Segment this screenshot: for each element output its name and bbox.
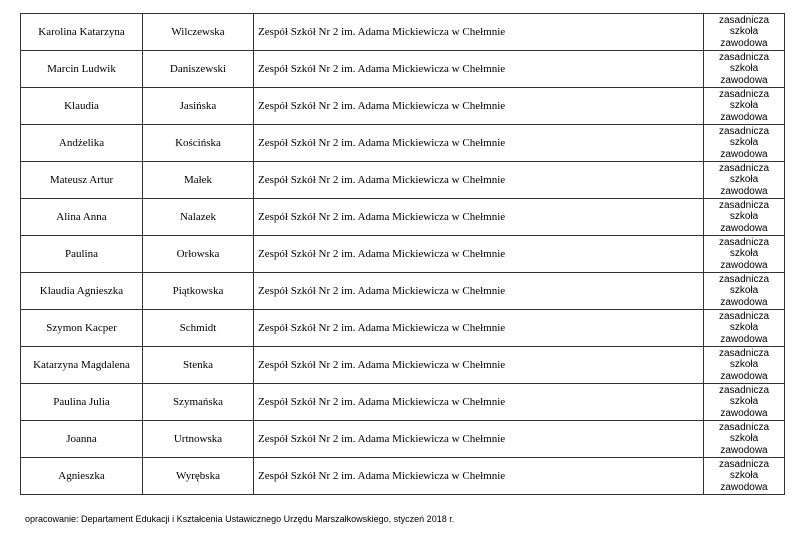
school-type-line: zawodowa <box>720 296 768 308</box>
school-type-line: zasadnicza <box>718 273 770 285</box>
school-type-cell <box>704 51 785 88</box>
table-row <box>21 384 785 421</box>
school-type-line: zasadnicza <box>718 125 770 137</box>
table-row <box>21 125 785 162</box>
school-type-cell <box>704 458 785 495</box>
school-cell: Zespół Szkół Nr 2 im. Adama Mickiewicza w Chełmnie <box>254 125 704 162</box>
school-type-cell <box>704 199 785 236</box>
last-name-cell: Daniszewski <box>143 51 254 88</box>
school-type-cell <box>704 162 785 199</box>
school-type-line: zawodowa <box>720 259 768 271</box>
school-type-line: zawodowa <box>720 74 768 86</box>
first-name-cell: Klaudia Agnieszka <box>21 273 143 310</box>
school-type-line: zasadnicza <box>718 236 770 248</box>
students-table <box>20 13 785 495</box>
last-name-cell: Szymańska <box>143 384 254 421</box>
school-type-line: zasadnicza <box>718 51 770 63</box>
school-type-line: zasadnicza <box>718 14 770 26</box>
first-name-cell: Katarzyna Magdalena <box>21 347 143 384</box>
school-type-line: szkoła <box>729 26 759 38</box>
last-name-cell: Jasińska <box>143 88 254 125</box>
table-row <box>21 273 785 310</box>
table-row <box>21 236 785 273</box>
school-type-cell <box>704 236 785 273</box>
school-type-cell <box>704 14 785 51</box>
school-type-line: szkoła <box>729 285 759 297</box>
table-row <box>21 199 785 236</box>
table-row <box>21 14 785 51</box>
table-row <box>21 458 785 495</box>
school-type-line: zasadnicza <box>718 88 770 100</box>
school-type-cell <box>704 310 785 347</box>
school-cell: Zespół Szkół Nr 2 im. Adama Mickiewicza w Chełmnie <box>254 236 704 273</box>
school-type-line: szkoła <box>729 100 759 112</box>
school-type-cell <box>704 384 785 421</box>
table-row <box>21 310 785 347</box>
first-name-cell: Paulina <box>21 236 143 273</box>
school-type-line: szkoła <box>729 359 759 371</box>
school-type-line: zasadnicza <box>718 421 770 433</box>
school-type-line: szkoła <box>729 433 759 445</box>
school-type-line: zawodowa <box>720 37 768 49</box>
school-type-line: zasadnicza <box>718 458 770 470</box>
school-type-line: szkoła <box>729 211 759 223</box>
school-type-cell <box>704 421 785 458</box>
school-type-line: szkoła <box>729 137 759 149</box>
school-type-line: zawodowa <box>720 148 768 160</box>
school-type-line: zasadnicza <box>718 384 770 396</box>
school-type-line: zawodowa <box>720 444 768 456</box>
first-name-cell: Agnieszka <box>21 458 143 495</box>
last-name-cell: Kościńska <box>143 125 254 162</box>
school-cell: Zespół Szkół Nr 2 im. Adama Mickiewicza w Chełmnie <box>254 421 704 458</box>
last-name-cell: Wilczewska <box>143 14 254 51</box>
table-row <box>21 162 785 199</box>
table-row <box>21 347 785 384</box>
last-name-cell: Stenka <box>143 347 254 384</box>
first-name-cell: Andżelika <box>21 125 143 162</box>
first-name-cell: Szymon Kacper <box>21 310 143 347</box>
school-cell: Zespół Szkół Nr 2 im. Adama Mickiewicza w Chełmnie <box>254 273 704 310</box>
school-type-line: szkoła <box>729 248 759 260</box>
first-name-cell: Klaudia <box>21 88 143 125</box>
school-cell: Zespół Szkół Nr 2 im. Adama Mickiewicza w Chełmnie <box>254 51 704 88</box>
school-type-cell <box>704 273 785 310</box>
school-cell: Zespół Szkół Nr 2 im. Adama Mickiewicza w Chełmnie <box>254 14 704 51</box>
last-name-cell: Schmidt <box>143 310 254 347</box>
school-type-line: szkoła <box>729 174 759 186</box>
school-type-line: zawodowa <box>720 111 768 123</box>
school-type-line: zawodowa <box>720 370 768 382</box>
last-name-cell: Piątkowska <box>143 273 254 310</box>
first-name-cell: Karolina Katarzyna <box>21 14 143 51</box>
students-table-body <box>21 14 785 495</box>
school-type-line: zasadnicza <box>718 347 770 359</box>
school-type-line: szkoła <box>729 322 759 334</box>
first-name-cell: Joanna <box>21 421 143 458</box>
school-type-line: zasadnicza <box>718 310 770 322</box>
school-type-line: zawodowa <box>720 185 768 197</box>
school-type-cell <box>704 88 785 125</box>
last-name-cell: Wyrębska <box>143 458 254 495</box>
school-cell: Zespół Szkół Nr 2 im. Adama Mickiewicza w Chełmnie <box>254 458 704 495</box>
school-type-line: szkoła <box>729 63 759 75</box>
school-type-line: szkoła <box>729 470 759 482</box>
school-type-line: zawodowa <box>720 407 768 419</box>
school-type-line: zawodowa <box>720 222 768 234</box>
school-type-line: zasadnicza <box>718 199 770 211</box>
last-name-cell: Nalazek <box>143 199 254 236</box>
school-type-line: szkoła <box>729 396 759 408</box>
school-cell: Zespół Szkół Nr 2 im. Adama Mickiewicza w Chełmnie <box>254 88 704 125</box>
school-cell: Zespół Szkół Nr 2 im. Adama Mickiewicza w Chełmnie <box>254 347 704 384</box>
school-cell: Zespół Szkół Nr 2 im. Adama Mickiewicza w Chełmnie <box>254 199 704 236</box>
last-name-cell: Urtnowska <box>143 421 254 458</box>
school-type-line: zawodowa <box>720 333 768 345</box>
table-row <box>21 51 785 88</box>
first-name-cell: Marcin Ludwik <box>21 51 143 88</box>
source-footnote: opracowanie: Departament Edukacji i Kształcenia Ustawicznego Urzędu Marszałkowskiego, styczeń 2018 r. <box>25 514 455 524</box>
school-cell: Zespół Szkół Nr 2 im. Adama Mickiewicza w Chełmnie <box>254 384 704 421</box>
first-name-cell: Paulina Julia <box>21 384 143 421</box>
school-cell: Zespół Szkół Nr 2 im. Adama Mickiewicza w Chełmnie <box>254 310 704 347</box>
table-row <box>21 421 785 458</box>
last-name-cell: Orłowska <box>143 236 254 273</box>
school-type-line: zawodowa <box>720 481 768 493</box>
first-name-cell: Alina Anna <box>21 199 143 236</box>
school-type-cell <box>704 347 785 384</box>
last-name-cell: Małek <box>143 162 254 199</box>
table-row <box>21 88 785 125</box>
school-type-line: zasadnicza <box>718 162 770 174</box>
school-type-cell <box>704 125 785 162</box>
school-cell: Zespół Szkół Nr 2 im. Adama Mickiewicza w Chełmnie <box>254 162 704 199</box>
first-name-cell: Mateusz Artur <box>21 162 143 199</box>
